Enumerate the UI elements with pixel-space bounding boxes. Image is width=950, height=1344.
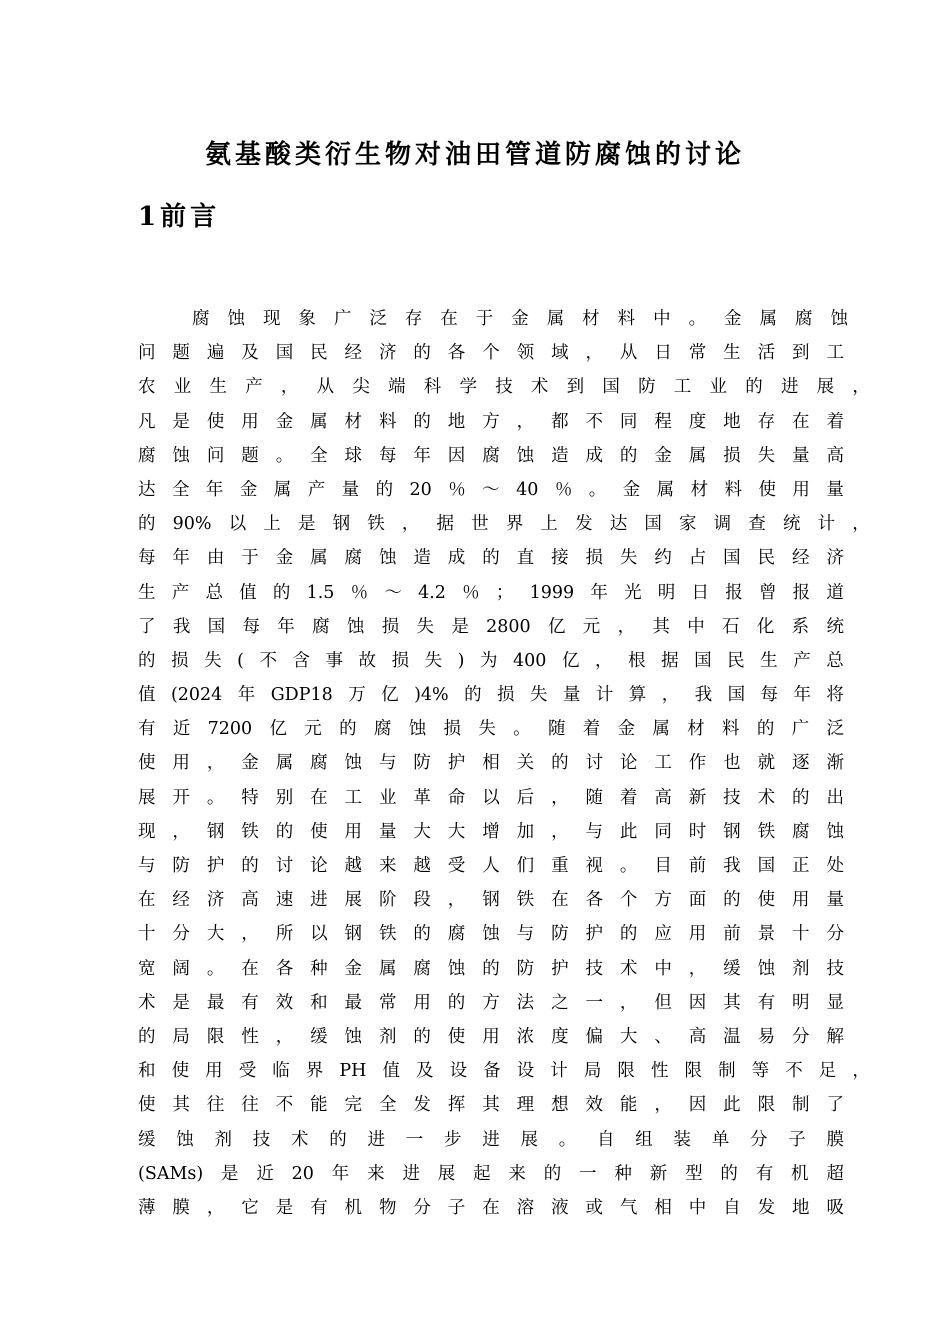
paragraph-line: 宽 阔 。 在 各 种 金 属 腐 蚀 的 防 护 技 术 中 ， 缓 蚀 剂 技 xyxy=(138,958,844,979)
paragraph-line: 使 其 往 往 不 能 完 全 发 挥 其 理 想 效 能 ， 因 此 限 制 了 xyxy=(138,1095,844,1116)
document-title: 氨基酸类衍生物对油田管道防腐蚀的讨论 xyxy=(204,140,745,170)
paragraph-line: (SAMs) 是 近 20 年 来 进 展 起 来 的 一 种 新 型 的 有 机 超 xyxy=(138,1163,844,1184)
paragraph-line: 和 使 用 受 临 界 PH 值 及 设 备 设 计 局 限 性 限 制 等 不 足 ， xyxy=(138,1061,870,1082)
paragraph-line: 的 损 失 ( 不 含 事 故 损 失 ) 为 400 亿 ， 根 据 国 民 生 产 总 xyxy=(138,650,844,671)
paragraph-line: 缓 蚀 剂 技 术 的 进 一 步 进 展 。 自 组 装 单 分 子 膜 xyxy=(138,1129,844,1150)
paragraph-line: 术 是 最 有 效 和 最 常 用 的 方 法 之 一 ， 但 因 其 有 明 显 xyxy=(138,992,844,1013)
paragraph-line: 了 我 国 每 年 腐 蚀 损 失 是 2800 亿 元 ， 其 中 石 化 系 统 xyxy=(138,616,844,637)
paragraph-line: 的 90% 以 上 是 钢 铁 ， 据 世 界 上 发 达 国 家 调 查 统 计 ， xyxy=(138,514,870,535)
body-paragraph xyxy=(138,302,870,1225)
paragraph-line: 使 用 ， 金 属 腐 蚀 与 防 护 相 关 的 讨 论 工 作 也 就 逐 渐 xyxy=(138,753,844,774)
paragraph-line: 每 年 由 于 金 属 腐 蚀 造 成 的 直 接 损 失 约 占 国 民 经 济 xyxy=(138,548,844,569)
paragraph-line: 与 防 护 的 讨 论 越 来 越 受 人 们 重 视 。 目 前 我 国 正 处 xyxy=(138,856,844,876)
paragraph-line: 的 局 限 性 ， 缓 蚀 剂 的 使 用 浓 度 偏 大 、 高 温 易 分 解 xyxy=(138,1026,844,1047)
paragraph-line: 十 分 大 ， 所 以 钢 铁 的 腐 蚀 与 防 护 的 应 用 前 景 十 分 xyxy=(138,924,844,945)
paragraph-line: 生 产 总 值 的 1.5 ％ ～ 4.2 ％ ； 1999 年 光 明 日 报 曾 报 道 xyxy=(138,582,844,603)
paragraph-line: 腐 蚀 问 题 。 全 球 每 年 因 腐 蚀 造 成 的 金 属 损 失 量 高 xyxy=(138,445,844,466)
paragraph-line: 达 全 年 金 属 产 量 的 20 ％ ～ 40 ％ 。 金 属 材 料 使 用 量 xyxy=(138,479,844,500)
paragraph-line: 在 经 济 高 速 进 展 阶 段 ， 钢 铁 在 各 个 方 面 的 使 用 量 xyxy=(138,890,844,911)
paragraph-line: 值 (2024 年 GDP18 万 亿 )4% 的 损 失 量 计 算 ， 我 国 每 年 将 xyxy=(138,685,844,706)
paragraph-line: 腐 蚀 现 象 广 泛 存 在 于 金 属 材 料 中 。 金 属 腐 蚀 xyxy=(192,309,848,329)
paragraph-line: 展 开 。 特 别 在 工 业 革 命 以 后 ， 随 着 高 新 技 术 的 出 xyxy=(138,787,844,808)
paragraph-line: 薄 膜 ， 它 是 有 机 物 分 子 在 溶 液 或 气 相 中 自 发 地 吸 xyxy=(138,1197,844,1218)
paragraph-line: 有 近 7200 亿 元 的 腐 蚀 损 失 。 随 着 金 属 材 料 的 广 泛 xyxy=(138,719,844,740)
paragraph-line: 问 题 遍 及 国 民 经 济 的 各 个 领 域 ， 从 日 常 生 活 到 工 xyxy=(138,343,844,364)
paragraph-line: 农 业 生 产 ， 从 尖 端 科 学 技 术 到 国 防 工 业 的 进 展 ， xyxy=(138,377,870,398)
paragraph-line: 现 ， 钢 铁 的 使 用 量 大 大 增 加 ， 与 此 同 时 钢 铁 腐 蚀 xyxy=(138,821,844,842)
section-heading: 1前言 xyxy=(138,202,221,232)
paragraph-line: 凡 是 使 用 金 属 材 料 的 地 方 ， 都 不 同 程 度 地 存 在 着 xyxy=(138,411,844,432)
